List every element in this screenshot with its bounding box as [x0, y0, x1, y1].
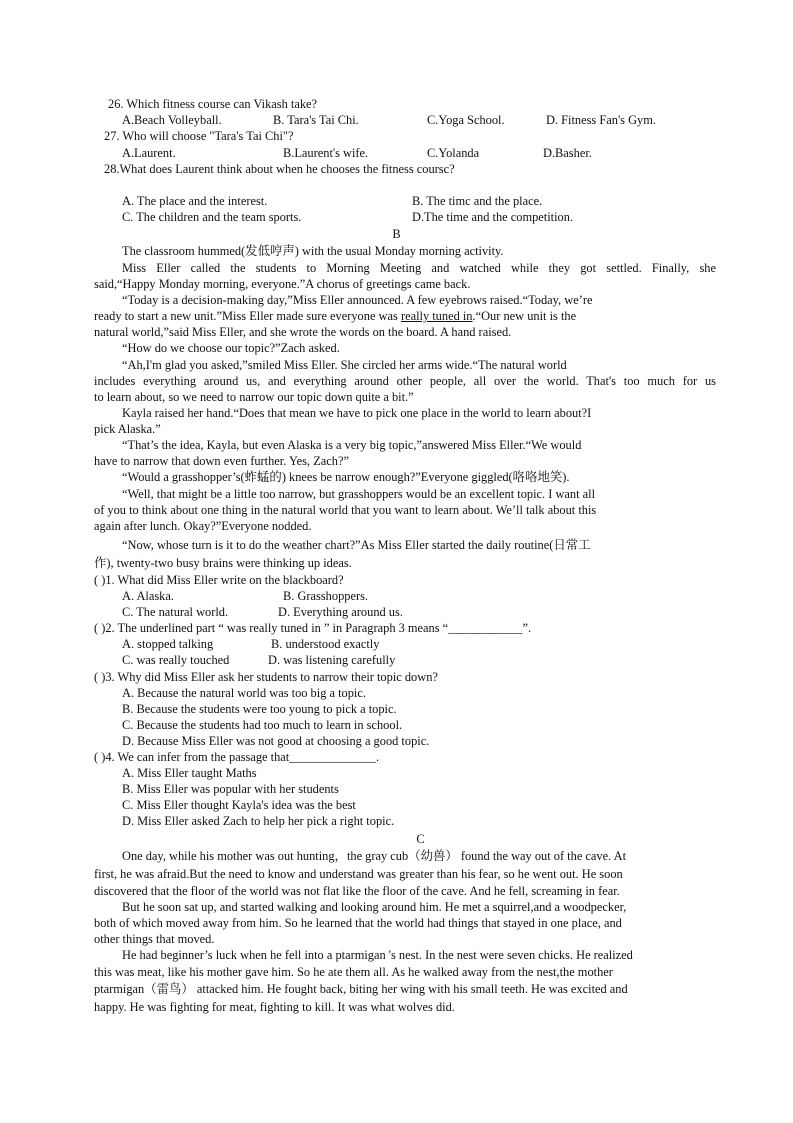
passage-c-line: ptarmigan（雷鸟） attacked him. He fought back, biting her wing with his small teeth. He was excited and — [94, 982, 628, 996]
passage-b-text: .“Our new unit is the — [472, 309, 577, 323]
question-28-option-c: C. The children and the team sports. — [122, 210, 302, 224]
passage-c-line: One day, while his mother was out hunting，the gray cub（幼兽） found the way out of the cave. At — [122, 849, 627, 863]
question-27-stem: 27. Who will choose "Tara's Tai Chi"? — [104, 129, 294, 143]
passage-b-line: Miss Eller called the students to Morning Meeting and watched while they got settled. Finally, she — [122, 261, 716, 275]
passage-b-line: The classroom hummed(发低哼声) with the usual Monday morning activity. — [122, 244, 504, 258]
b-question-4-option-c: C. Miss Eller thought Kayla's idea was the best — [122, 798, 356, 812]
passage-b-line: natural world,”said Miss Eller, and she wrote the words on the board. A hand raised. — [94, 325, 512, 339]
passage-b-line: again after lunch. Okay?”Everyone nodded. — [94, 519, 312, 533]
b-question-1-option-d: D. Everything around us. — [278, 605, 403, 619]
question-28-stem: 28.What does Laurent think about when he chooses the fitness coursc? — [104, 162, 455, 176]
b-question-4-stem: ( )4. We can infer from the passage that______________. — [94, 750, 380, 764]
section-c-heading: C — [416, 832, 425, 846]
underlined-phrase: really tuned in — [400, 309, 473, 323]
passage-b-line: Kayla raised her hand.“Does that mean we have to pick one place in the world to learn about?I — [122, 406, 592, 420]
b-question-1-option-a: A. Alaska. — [122, 589, 174, 603]
question-26-option-b: B. Tara's Tai Chi. — [273, 113, 359, 127]
passage-b-line: “That’s the idea, Kayla, but even Alaska is a very big topic,”answered Miss Eller.“We would — [122, 438, 582, 452]
question-27-option-b: B.Laurent's wife. — [283, 146, 369, 160]
question-27-option-a: A.Laurent. — [122, 146, 176, 160]
b-question-2-option-b: B. understood exactly — [271, 637, 380, 651]
question-26-option-a: A.Beach Volleyball. — [122, 113, 222, 127]
passage-b-line: “Ah,I'm glad you asked,”smiled Miss Eller. She circled her arms wide.“The natural world — [122, 358, 567, 372]
passage-b-line: to learn about, so we need to narrow our topic down quite a bit.” — [94, 390, 414, 404]
question-28-option-b: B. The timc and the place. — [412, 194, 543, 208]
passage-c-line: this was meat, like his mother gave him. So he ate them all. As he walked away from the nest,the mother — [94, 965, 613, 979]
question-28-option-d: D.The time and the competition. — [412, 210, 574, 224]
question-27-option-d: D.Basher. — [543, 146, 592, 160]
b-question-4-option-b: B. Miss Eller was popular with her students — [122, 782, 339, 796]
passage-b-line: “Well, that might be a little too narrow, but grasshoppers would be an excellent topic. I want all — [122, 487, 596, 501]
passage-b-line: “Would a grasshopper’s(蚱蜢的) knees be narrow enough?”Everyone giggled(咯咯地笑). — [122, 470, 570, 484]
passage-c-line: both of which moved away from him. So he learned that the world had things that stayed in one place, and — [94, 916, 622, 930]
b-question-2-stem: ( )2. The underlined part “ was really tuned in ” in Paragraph 3 means “____________”. — [94, 621, 532, 635]
passage-b-line: said,“Happy Monday morning, everyone.”A chorus of greetings came back. — [94, 277, 471, 291]
b-question-3-option-c: C. Because the students had too much to learn in school. — [122, 718, 403, 732]
passage-b-line: 作), twenty-two busy brains were thinking up ideas. — [94, 556, 352, 570]
b-question-1-option-b: B. Grasshoppers. — [283, 589, 369, 603]
passage-b-line: have to narrow that down even further. Yes, Zach?” — [94, 454, 349, 468]
b-question-3-option-a: A. Because the natural world was too big a topic. — [122, 686, 366, 700]
passage-c-line: other things that moved. — [94, 932, 215, 946]
b-question-1-stem: ( )1. What did Miss Eller write on the blackboard? — [94, 573, 344, 587]
question-28-option-a: A. The place and the interest. — [122, 194, 268, 208]
b-question-2-option-a: A. stopped talking — [122, 637, 214, 651]
passage-b-line: “Today is a decision-making day,”Miss Eller announced. A few eyebrows raised.“Today, we’re — [122, 293, 593, 307]
passage-b-text: ready to start a new unit.”Miss Eller made sure everyone was — [94, 309, 398, 323]
b-question-2-option-d: D. was listening carefully — [268, 653, 396, 667]
b-question-3-option-d: D. Because Miss Eller was not good at choosing a good topic. — [122, 734, 430, 748]
passage-c-line: But he soon sat up, and started walking and looking around him. He met a squirrel,and a woodpecker, — [122, 900, 627, 914]
question-26-stem: 26. Which fitness course can Vikash take? — [108, 97, 318, 111]
passage-b-line: of you to think about one thing in the natural world that you want to learn about. We’ll talk about this — [94, 503, 597, 517]
b-question-3-option-b: B. Because the students were too young to pick a topic. — [122, 702, 397, 716]
b-question-4-option-d: D. Miss Eller asked Zach to help her pick a right topic. — [122, 814, 395, 828]
passage-c-line: happy. He was fighting for meat, fighting to kill. It was what wolves did. — [94, 1000, 455, 1014]
passage-b-line: “How do we choose our topic?”Zach asked. — [122, 341, 340, 355]
passage-b-line: pick Alaska.” — [94, 422, 161, 436]
passage-c-line: first, he was afraid.But the need to know and understand was greater than his fear, so he went out. He soon — [94, 867, 623, 881]
question-26-option-d: D. Fitness Fan's Gym. — [546, 113, 656, 127]
passage-b-line: “Now, whose turn is it to do the weather chart?”As Miss Eller started the daily routine(日常工 — [122, 538, 591, 552]
b-question-3-stem: ( )3. Why did Miss Eller ask her students to narrow their topic down? — [94, 670, 438, 684]
passage-b-line — [94, 308, 576, 324]
question-26-option-c: C.Yoga School. — [427, 113, 505, 127]
b-question-4-option-a: A. Miss Eller taught Maths — [122, 766, 257, 780]
section-b-heading: B — [392, 227, 401, 241]
question-27-option-c: C.Yolanda — [427, 146, 480, 160]
b-question-1-option-c: C. The natural world. — [122, 605, 229, 619]
b-question-2-option-c: C. was really touched — [122, 653, 230, 667]
passage-b-line: includes everything around us, and everything around other people, all over the world. That's too much for us — [94, 374, 716, 388]
passage-c-line: discovered that the floor of the world was not flat like the floor of the cave. And he fell, screaming in fear. — [94, 884, 620, 898]
passage-c-line: He had beginner’s luck when he fell into a ptarmigan 's nest. In the nest were seven chicks. He realized — [122, 948, 633, 962]
